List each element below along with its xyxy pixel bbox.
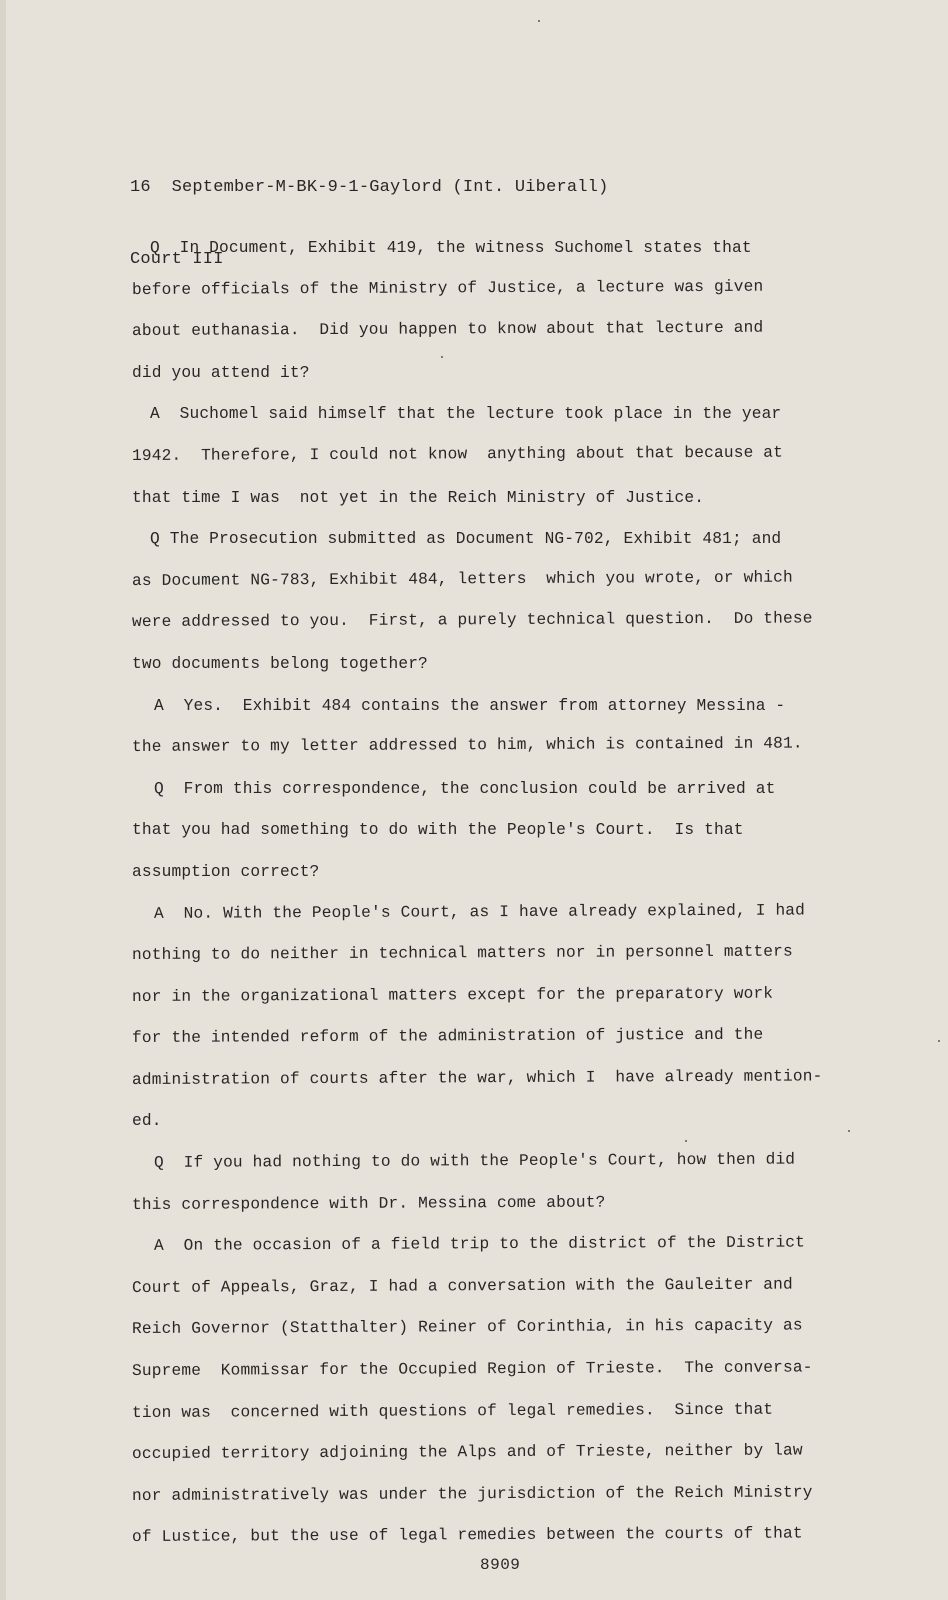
transcript-line: nor administratively was under the jurisdiction of the Reich Ministry	[131, 1483, 813, 1505]
transcript-line: Court of Appeals, Graz, I had a conversation with the Gauleiter and	[131, 1275, 793, 1297]
transcript-line: 1942. Therefore, I could not know anything about that because at	[131, 443, 784, 465]
transcript-line: A Suchomel said himself that the lecture took place in the year	[150, 405, 782, 424]
transcript-line: did you attend it?	[132, 363, 310, 382]
transcript-line: Q If you had nothing to do with the People's Court, how then did	[153, 1150, 796, 1172]
header-date-line: 16 September-M-BK-9-1-Gaylord (Int. Uiberall)	[130, 178, 609, 197]
transcript-line: Reich Governor (Statthalter) Reiner of Corinthia, in his capacity as	[131, 1316, 803, 1339]
transcript-body	[132, 228, 872, 1559]
transcript-line: Q From this correspondence, the conclusion could be arrived at	[154, 779, 776, 798]
scan-speck	[685, 1140, 687, 1142]
transcript-line: A On the occasion of a field trip to the district of the District	[153, 1233, 806, 1256]
transcript-line: Supreme Kommissar for the Occupied Region of Trieste. The conversa-	[131, 1358, 813, 1381]
transcript-line: the answer to my letter addressed to him, which is contained in 481.	[131, 734, 803, 757]
scan-speck	[538, 20, 540, 22]
transcript-line: A No. With the People's Court, as I have already explained, I had	[153, 900, 806, 923]
transcript-line: of Lustice, but the use of legal remedies between the courts of that	[131, 1524, 803, 1547]
scan-speck	[938, 1040, 940, 1042]
transcript-line: administration of courts after the war, which I have already mention-	[131, 1067, 823, 1089]
scan-speck	[848, 1130, 850, 1132]
page-number: 8909	[480, 1556, 521, 1574]
transcript-line: A Yes. Exhibit 484 contains the answer from attorney Messina -	[154, 696, 786, 715]
scan-edge	[0, 0, 6, 1600]
transcript-line: nothing to do neither in technical matters nor in personnel matters	[131, 942, 793, 965]
transcript-line: two documents belong together?	[132, 654, 428, 673]
transcript-line: tion was concerned with questions of legal remedies. Since that	[131, 1400, 774, 1422]
transcript-line: before officials of the Ministry of Justice, a lecture was given	[131, 277, 764, 299]
transcript-line: for the intended reform of the administration of justice and the	[131, 1025, 764, 1048]
transcript-line: assumption correct?	[132, 862, 320, 881]
transcript-line: ed.	[132, 1112, 162, 1131]
transcript-line: were addressed to you. First, a purely technical question. Do these	[131, 609, 813, 632]
transcript-line: as Document NG-783, Exhibit 484, letters which you wrote, or which	[131, 568, 793, 590]
transcript-line: nor in the organizational matters except for the preparatory work	[131, 984, 774, 1006]
transcript-line: Q In Document, Exhibit 419, the witness Suchomel states that	[150, 239, 752, 257]
header-court-line: Court III	[130, 250, 224, 269]
transcript-line: this correspondence with Dr. Messina come about?	[131, 1193, 606, 1214]
transcript-line: that you had something to do with the People's Court. Is that	[132, 821, 744, 840]
transcript-line: about euthanasia. Did you happen to know about that lecture and	[131, 318, 764, 341]
scan-speck	[441, 356, 443, 358]
transcript-line: Q The Prosecution submitted as Document NG-702, Exhibit 481; and	[150, 530, 782, 549]
transcript-line: that time I was not yet in the Reich Ministry of Justice.	[132, 488, 705, 507]
transcript-line: occupied territory adjoining the Alps and of Trieste, neither by law	[131, 1441, 803, 1464]
